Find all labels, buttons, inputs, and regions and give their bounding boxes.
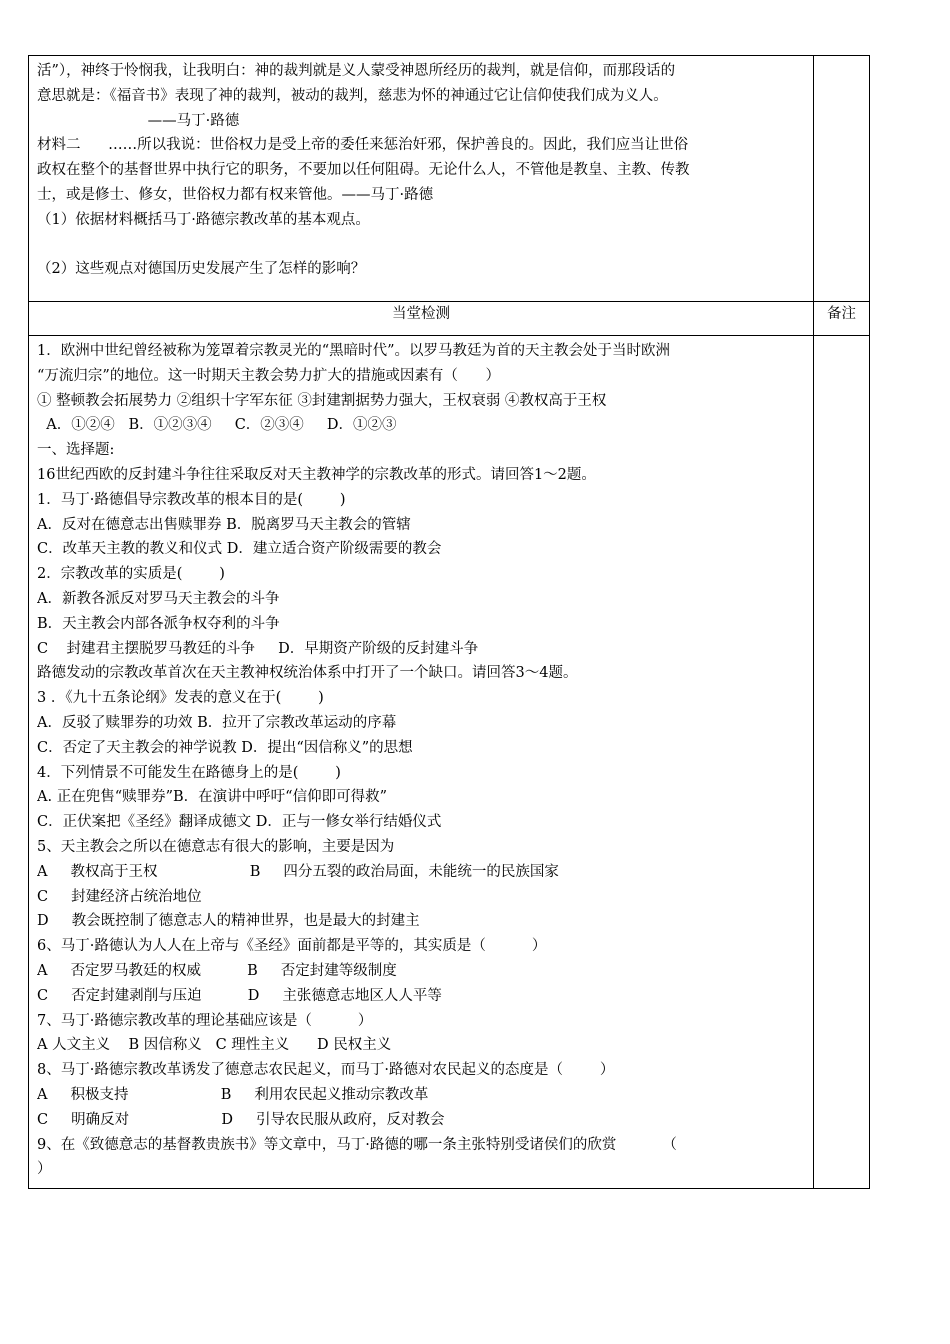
- quiz-line: 2．宗教改革的实质是( ): [37, 566, 225, 583]
- quiz-line: “万流归宗”的地位。这一时期天主教会势力扩大的措施或因素有（ ）: [37, 367, 500, 384]
- quiz-line: C 封建君主摆脱罗马教廷的斗争 D．早期资产阶级的反封建斗争: [37, 640, 479, 657]
- quiz-line: C．否定了天主教会的神学说教 D．提出“因信称义”的思想: [37, 739, 413, 756]
- quiz-line: 9、在《致德意志的基督教贵族书》等文章中，马丁·路德的哪一条主张特别受诸侯们的欣赏 （: [37, 1136, 677, 1153]
- quiz-line: C．改革天主教的教义和仪式 D．建立适合资产阶级需要的教会: [37, 541, 442, 558]
- quiz-row: [29, 336, 870, 1189]
- quiz-line: 4．下列情景不可能发生在路德身上的是( ): [37, 764, 341, 781]
- quiz-line: 6、马丁·路德认为人人在上帝与《圣经》面前都是平等的，其实质是（ ）: [37, 938, 547, 955]
- quiz-line: A．①②④ B．①②③④ C．②③④ D．①②③: [37, 417, 397, 434]
- quiz-line: A．反对在德意志出售赎罪券 B．脱离罗马天主教会的管辖: [37, 516, 411, 533]
- material-line: [37, 233, 805, 258]
- material-note-cell: [814, 56, 870, 302]
- quiz-line: 7、马丁·路德宗教改革的理论基础应该是（ ）: [37, 1012, 373, 1029]
- quiz-line: ）: [37, 1161, 52, 1178]
- material-cell: [29, 56, 814, 302]
- quiz-line: 1．马丁·路德倡导宗教改革的根本目的是( ): [37, 491, 346, 508]
- material-row: [29, 56, 870, 302]
- quiz-line: 8、马丁·路德宗教改革诱发了德意志农民起义，而马丁·路德对农民起义的态度是（ ）: [37, 1062, 615, 1079]
- quiz-line: A．新教各派反对罗马天主教会的斗争: [37, 590, 280, 607]
- material-line: （2）这些观点对德国历史发展产生了怎样的影响？: [37, 261, 366, 278]
- worksheet-table: [28, 55, 870, 1189]
- quiz-line: B．天主教会内部各派争权夺利的斗争: [37, 615, 280, 632]
- quiz-line: A 否定罗马教廷的权威 B 否定封建等级制度: [37, 962, 397, 979]
- quiz-line: C 明确反对 D 引导农民服从政府，反对教会: [37, 1111, 445, 1128]
- quiz-text: [29, 336, 813, 1188]
- quiz-line: 5、天主教会之所以在德意志有很大的影响，主要是因为: [37, 838, 395, 855]
- quiz-line: A. 正在兜售“赎罪券”B．在演讲中呼吁“信仰即可得救”: [37, 789, 387, 806]
- quiz-line: D 教会既控制了德意志人的精神世界，也是最大的封建主: [37, 913, 420, 930]
- quiz-line: 16世纪西欧的反封建斗争往往采取反对天主教神学的宗教改革的形式。请回答1～2题。: [37, 466, 596, 483]
- material-text: [29, 56, 813, 288]
- quiz-note-cell: [814, 336, 870, 1189]
- material-line: 政权在整个的基督世界中执行它的职务，不要加以任何阻碍。无论什么人，不管他是教皇、主教、传教: [37, 162, 690, 179]
- quiz-line: C．正伏案把《圣经》翻译成德文 D．正与一修女举行结婚仪式: [37, 814, 442, 831]
- quiz-line: A 教权高于王权 B 四分五裂的政治局面，未能统一的民族国家: [37, 863, 559, 880]
- quiz-line: A．反驳了赎罪券的功效 B．拉开了宗教改革运动的序幕: [37, 714, 397, 731]
- quiz-line: 3 ．《九十五条论纲》发表的意义在于( ): [37, 690, 324, 707]
- quiz-line: 一、选择题:: [37, 442, 115, 459]
- quiz-line: A 积极支持 B 利用农民起义推动宗教改革: [37, 1086, 429, 1103]
- material-line: 活”），神终于怜悯我，让我明白：神的裁判就是义人蒙受神恩所经历的裁判，就是信仰，而那段话的: [37, 63, 676, 79]
- quiz-line: ① 整顿教会拓展势力 ②组织十字军东征 ③封建割据势力强大，王权衰弱 ④教权高于王权: [37, 392, 607, 409]
- material-line: 士，或是修士、修女，世俗权力都有权来管他。——马丁·路德: [37, 186, 434, 203]
- quiz-line: C 封建经济占统治地位: [37, 888, 202, 905]
- quiz-line: 路德发动的宗教改革首次在天主教神权统治体系中打开了一个缺口。请回答3～4题。: [37, 665, 578, 682]
- quiz-line: A 人文主义 B 因信称义 C 理性主义 D 民权主义: [37, 1037, 392, 1054]
- note-column-label: 备注: [814, 302, 870, 336]
- section-header-row: [29, 302, 870, 336]
- quiz-line: C 否定封建剥削与压迫 D 主张德意志地区人人平等: [37, 987, 442, 1004]
- material-line: 材料二 ……所以我说：世俗权力是受上帝的委任来惩治奸邪，保护善良的。因此，我们应当让世俗: [37, 137, 689, 154]
- material-line: （1）依据材料概括马丁·路德宗教改革的基本观点。: [37, 211, 370, 228]
- quiz-cell: [29, 336, 814, 1189]
- material-line: 意思就是：《福音书》表现了神的裁判，被动的裁判，慈悲为怀的神通过它让信仰使我们成为义人。: [37, 87, 668, 104]
- material-line: ——马丁·路德: [37, 112, 240, 129]
- section-title: 当堂检测: [29, 302, 814, 336]
- quiz-line: 1．欧洲中世纪曾经被称为笼罩着宗教灵光的“黑暗时代”。以罗马教廷为首的天主教会处于当时欧洲: [37, 343, 671, 359]
